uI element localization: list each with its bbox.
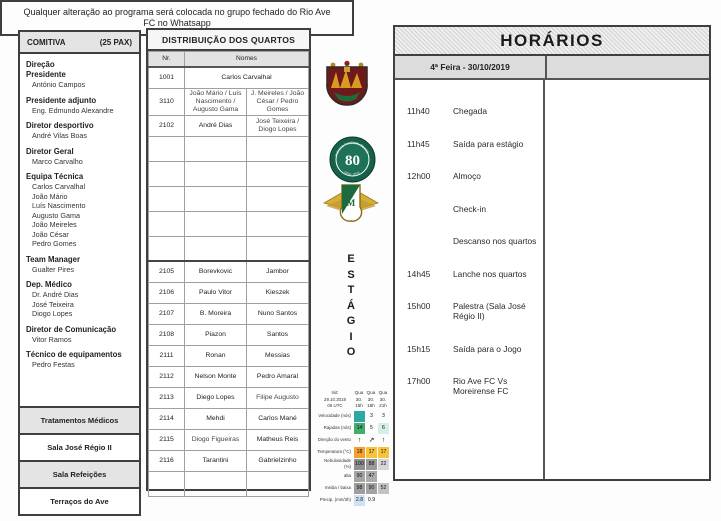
comitiva-member-name: Eng. Edmundo Alexandre [32,105,114,115]
moreirense-crest-icon [322,182,380,226]
schedule-item [407,236,543,246]
table-row [149,387,309,408]
comitiva-group-heading: Presidente adjunto [26,95,97,105]
weather-column-header [365,389,377,410]
table-row [149,186,309,211]
room-occupant-a [185,136,247,161]
comitiva-member-name: Luís Nascimento [32,201,86,210]
weather-value: 17 [366,447,377,458]
comitiva-title: COMITIVA [27,37,66,47]
room-occupant-b: Santos [247,324,309,345]
table-row [149,366,309,387]
room-occupant-b: Carlos Mané [247,408,309,429]
room-occupant-b: Gabrielzinho [247,450,309,471]
weather-forecast-widget [317,389,391,506]
room-occupant-a [185,471,247,496]
schedule-label: Lanche nos quartos [453,268,527,279]
table-row [149,303,309,324]
moreirense-monogram: M [346,198,356,208]
schedule-time [407,236,441,246]
room-occupant-a: Tarantini [185,450,247,471]
comitiva-group [24,60,136,70]
weather-init-line: Init: [331,390,339,395]
rooms-table-body [149,52,309,497]
schedule-time: 14h45 [407,268,431,279]
comitiva-member-name: António Campos [32,80,86,89]
table-row [149,161,309,186]
weather-row-label: Velocidade (nós) [318,412,351,418]
comitiva-member-name: Marco Carvalho [32,156,83,166]
badge-top-arc-text: RIO AVE FUTEBOL CLUBE [334,140,370,157]
comitiva-panel [18,30,141,516]
schedule-label: Palestra (Sala José Régio II) [453,301,526,321]
comitiva-group-heading: Diretor desportivo [26,121,94,130]
weather-row-label: média / baixa [324,484,351,490]
room-occupant-a: João Mário / Luís Nascimento / Augusto Gama [185,88,247,115]
table-row [149,471,309,496]
schedule-item [407,301,543,321]
weather-value: 90 [354,471,365,482]
comitiva-member-name: Pedro Gomes [32,239,77,248]
wind-direction-arrow: ↑ [381,436,386,444]
date-header: 4ª Feira - 30/10/2019 [395,56,547,78]
room-occupant-b: Filipe Augusto [247,387,309,408]
date-header-band [395,56,709,80]
comitiva-header [20,32,139,54]
comitiva-group [24,121,136,141]
room-occupant-a: Paulo Vitor [185,282,247,303]
table-row [149,429,309,450]
rio-ave-80-years-badge-icon [329,136,376,183]
room-number: 2107 [149,303,185,324]
weather-row-label: alta [343,472,351,478]
weather-hour: 21h [379,403,387,408]
weather-value: 90 [366,483,377,494]
room-occupant-b [247,236,309,261]
wind-direction-arrow: ↗ [368,437,375,444]
room-number: 3110 [149,88,185,115]
comitiva-box: Terraços do Ave [20,487,139,514]
weather-value [378,471,389,482]
weather-value: 3 [382,413,385,419]
table-row [149,211,309,236]
schedule-item [407,376,543,396]
comitiva-group [24,70,136,90]
comitiva-box: Tratamentos Médicos [20,406,139,433]
schedule-time: 15h15 [407,343,431,354]
table-row [149,88,309,115]
room-occupant-a: Diogo Figueiras [185,429,247,450]
date-header-empty-cell [547,56,709,78]
room-occupant-b [247,211,309,236]
room-occupant-b: Nuno Santos [247,303,309,324]
comitiva-group [24,325,136,345]
comitiva-group [24,172,136,249]
comitiva-member-name: Gualter Pires [32,264,74,274]
comitiva-group-heading: Presidente [26,70,66,79]
room-occupants: Carlos Carvalhal [185,67,309,88]
schedule-item [407,204,543,214]
table-row [149,282,309,303]
room-occupant-b: Pedro Amaral [247,366,309,387]
weather-value: 0.9 [367,497,376,503]
room-occupant-a [185,211,247,236]
estagio-letter: Á [347,299,355,312]
weather-value: 18 [354,447,365,458]
room-occupant-b [247,161,309,186]
comitiva-group-heading: Team Manager [26,254,81,264]
room-number [149,471,185,496]
room-occupant-a: Nelson Monte [185,366,247,387]
weather-date: 30. [355,396,363,402]
schedule-time: 11h45 [407,138,430,149]
schedule-label: Check-in [453,203,487,214]
room-number: 2114 [149,408,185,429]
weather-value: 98 [354,483,365,494]
room-occupant-a: Mehdi [185,408,247,429]
room-number [149,161,185,186]
estagio-vertical-label [341,252,361,361]
room-number: 2105 [149,261,185,282]
weather-value: 17 [378,447,389,458]
weather-hour: 18h [367,403,375,408]
comitiva-group-heading: Direção [26,60,55,69]
estagio-letter: O [346,346,356,358]
horarios-panel [393,25,711,481]
schedule-item [407,269,543,279]
schedule-label: Almoço [453,171,481,181]
weather-value: 5 [370,425,373,431]
estagio-letter: E [347,253,355,265]
comitiva-group-heading: Técnico de equipamentos [26,350,122,359]
schedule-item [407,139,543,149]
rooms-col-names: Nomes [185,52,309,68]
comitiva-member-name: Carlos Carvalhal [32,182,86,191]
table-row [149,345,309,366]
room-number: 1001 [149,67,185,88]
room-number: 2106 [149,282,185,303]
comitiva-member-name: João Mário [32,191,68,201]
table-row [149,450,309,471]
rooms-col-nr: Nr. [149,52,185,68]
horarios-title: HORÁRIOS [395,27,709,56]
room-occupant-a [185,161,247,186]
comitiva-room-boxes [20,406,139,514]
room-occupant-b: J. Meireles / João César / Pedro Gomes [247,88,309,115]
schedule-time: 15h00 [407,301,431,311]
schedule-label: Saída para estágio [453,138,524,149]
estagio-letter: S [347,268,355,281]
weather-init-line: 06 UTC [327,403,343,408]
schedule-empty-column [545,80,709,479]
rio-ave-crest-icon [320,58,374,110]
weather-row-label: Temperatura (°C) [317,448,351,454]
weather-value: 2.8 [354,495,365,506]
schedule-label: Saída para o Jogo [453,343,522,354]
room-number: 2102 [149,115,185,136]
estagio-letter: T [347,284,355,296]
comitiva-member-name: Augusto Gama [32,210,80,220]
table-row [149,261,309,282]
comitiva-box: Sala José Régio II [20,433,139,460]
room-number: 2113 [149,387,185,408]
room-occupant-b: Matheus Reis [247,429,309,450]
weather-column-header [377,389,389,410]
room-number: 2115 [149,429,185,450]
room-occupant-b: Messias [247,345,309,366]
rooms-table [148,51,309,497]
schedule-time: 17h00 [407,376,431,386]
weather-date: 30. [379,396,387,402]
wind-direction-arrow: ↑ [357,436,362,444]
comitiva-member-name: João Meireles [32,220,77,229]
room-occupant-b: Jambor [247,261,309,282]
comitiva-member-name: Pedro Festas [32,360,75,369]
weather-row-label: Nebulosidade (%) [324,457,351,469]
schedule-label: Descanso nos quartos [453,236,537,246]
schedule-item [407,171,543,181]
comitiva-group [24,350,136,370]
comitiva-member-name: Vitor Ramos [32,334,72,344]
room-number: 2108 [149,324,185,345]
schedule-item [407,344,543,354]
weather-value: 100 [354,459,365,470]
weather-value [378,495,389,506]
weather-value: 6 [378,423,389,434]
room-occupant-a [185,236,247,261]
table-row [149,408,309,429]
comitiva-member-name: Dr. André Dias [32,290,79,299]
comitiva-group [24,255,136,275]
room-occupant-a: André Dias [185,115,247,136]
schedule-time [407,204,441,214]
weather-value: 52 [378,483,389,494]
comitiva-member-name: João César [32,229,69,239]
room-occupant-a: Piazon [185,324,247,345]
schedule-area [395,80,709,479]
room-occupant-b [247,136,309,161]
room-occupant-a: Diego Lopes [185,387,247,408]
weather-hour: 15h [355,403,363,408]
comitiva-box: Sala Refeições [20,460,139,487]
room-occupant-a: Borevkovic [185,261,247,282]
room-number [149,136,185,161]
table-row [149,136,309,161]
comitiva-list [20,54,139,406]
room-occupant-a [185,186,247,211]
room-number [149,236,185,261]
room-number: 2112 [149,366,185,387]
rooms-panel [146,28,311,491]
whatsapp-note: Qualquer alteração ao programa será colocada no grupo fechado do Rio Ave FC no Whatsapp [0,0,354,36]
table-row [149,67,309,88]
weather-row-label: Precip. (mm/3h) [319,496,351,502]
room-number [149,211,185,236]
badge-bottom-arc-text: 1939 - 2019 [343,170,361,177]
weather-date: 30. [367,396,375,402]
comitiva-group-heading: Equipa Técnica [26,172,84,181]
weather-value: 22 [378,459,389,470]
comitiva-group-heading: Dep. Médico [26,280,72,289]
weather-value: 88 [366,459,377,470]
estagio-letter: I [349,330,353,343]
comitiva-group [24,96,136,116]
rooms-header-row [149,52,309,68]
weather-row-label: Direção do vento [317,436,351,442]
room-occupant-b [247,471,309,496]
weather-init-info [317,389,353,410]
comitiva-group [24,147,136,167]
room-occupant-b [247,186,309,211]
room-occupant-b: Kieszek [247,282,309,303]
schedule-label: Rio Ave FC Vs Moreirense FC [453,376,509,396]
room-number: 2111 [149,345,185,366]
comitiva-member-name: Diogo Lopes [32,309,73,318]
schedule-label: Chegada [453,106,487,116]
room-occupant-b: José Teixeira / Diogo Lopes [247,115,309,136]
weather-value [354,411,365,422]
room-number [149,186,185,211]
room-number: 2116 [149,450,185,471]
table-row [149,324,309,345]
weather-value: 3 [370,413,373,419]
weather-value: 47 [366,471,377,482]
weather-day: Qua [378,390,388,395]
schedule-item [407,106,543,116]
weather-day: Qua [354,390,364,395]
comitiva-pax-count: (25 PAX) [99,37,132,47]
weather-init-line: 29.10.2019 [324,396,346,402]
weather-day: Qua [366,390,376,395]
room-occupant-a: Ronan [185,345,247,366]
estagio-letter: G [346,315,356,327]
schedule-time: 11h40 [407,106,430,116]
room-occupant-a: B. Moreira [185,303,247,324]
table-row [149,236,309,261]
weather-value: 14 [354,423,365,434]
comitiva-group-heading: Diretor Geral [26,146,74,156]
comitiva-member-name: José Teixeira [32,299,74,309]
weather-column-header [353,389,365,410]
rooms-title: DISTRIBUIÇÃO DOS QUARTOS [148,30,309,51]
badge-80-number: 80 [345,153,360,169]
table-row [149,115,309,136]
comitiva-member-name: André Vilas Boas [32,131,88,140]
weather-row-label: Rajadas (nós) [323,424,351,430]
comitiva-group [24,280,136,319]
schedule-time: 12h00 [407,171,431,181]
schedule-list [395,80,545,479]
comitiva-group-heading: Diretor de Comunicação [26,324,117,334]
